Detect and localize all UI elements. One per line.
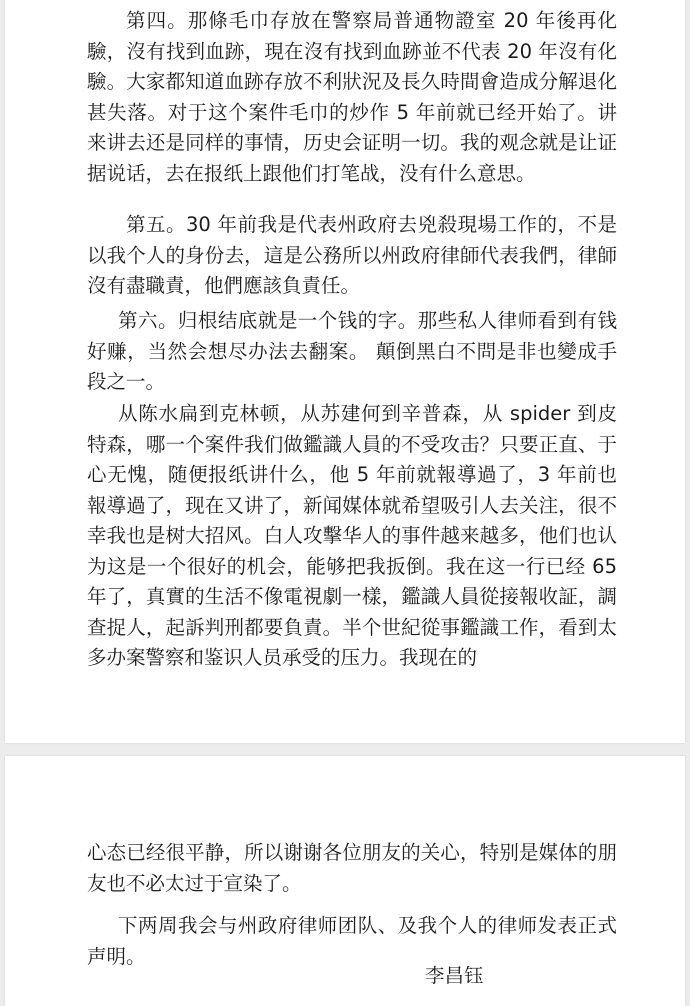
paragraph-point-four: 第四。那條毛巾存放在警察局普通物證室 20 年後再化驗，沒有找到血跡，現在沒有找到血跡並不代表 20 年沒有化驗。大家都知道血跡存放不利狀況及長久時間會造成分解退化甚失落。对于这个案件毛巾的炒作 5 年前就已经开始了。讲来讲去还是同样的事情，历史会证明一切。我的观念就是让证据说话，去在报纸上跟他们打笔战，没有什么意思。: [87, 9, 617, 185]
paragraph-point-six: 第六。归根结底就是一个钱的字。那些私人律师看到有钱好赚，当然会想尽办法去翻案。 顛倒黑白不問是非也變成手段之一。: [87, 309, 617, 393]
document-page-1: [5, 0, 685, 743]
paragraph-statement-notice: 下两周我会与州政府律师团队、及我个人的律师发表正式声明。: [87, 914, 617, 968]
paragraph-continuation: 心态已经很平静，所以谢谢各位朋友的关心，特别是媒体的朋友也不必太过于宣染了。: [87, 841, 617, 895]
signature: 李昌钰: [425, 964, 484, 987]
paragraph-point-five: 第五。30 年前我是代表州政府去兇殺現場工作的，不是以我个人的身份去，這是公務所以州政府律師代表我們，律師沒有盡職責，他們應該負責任。: [87, 213, 617, 297]
document-page-2: [5, 756, 685, 1006]
paragraph-cases-list: 从陈水扁到克林顿，从苏建何到辛普森，从 spider 到皮特森，哪一个案件我们做鑑識人員的不受攻击？只要正直、于心无愧，随便报纸讲什么，他 5 年前就報導過了，3 年前也報導過了，现在又讲了，新闻媒体就希望吸引人去关注，很不幸我也是树大招风。白人攻擊华人的事件越来越多，他们也认为这是一个很好的机会，能够把我扳倒。我在这一行已经 65 年了，真實的生活不像電視劇一樣，鑑識人員從接報收証，調查捉人，起訴判刑都要負責。半个世紀從事鑑識工作，看到太多办案警察和鉴识人员承受的压力。我现在的: [87, 402, 617, 669]
